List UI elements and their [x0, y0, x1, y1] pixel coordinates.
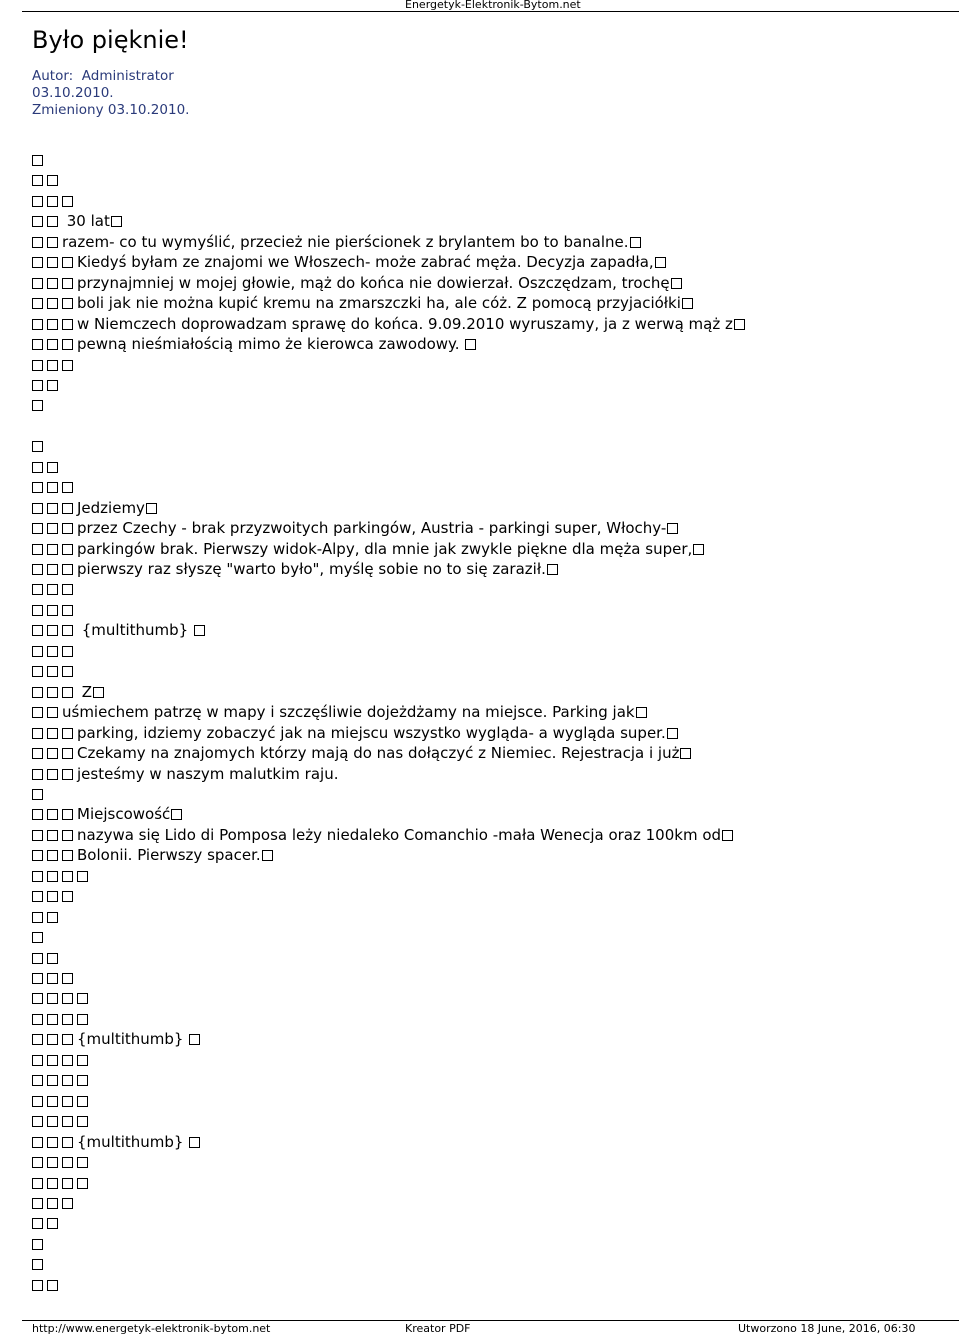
footer-created-date: Utworzono 18 June, 2016, 06:30 — [738, 1322, 916, 1335]
body-line — [32, 314, 749, 334]
missing-glyph-icon — [146, 503, 157, 514]
missing-glyph-icon — [47, 625, 58, 636]
missing-glyph-icon — [47, 850, 58, 861]
body-line — [32, 1213, 62, 1233]
missing-glyph-icon — [62, 1034, 73, 1045]
missing-glyph-icon — [32, 973, 43, 984]
missing-glyph-icon — [77, 1116, 88, 1127]
missing-glyph-icon — [77, 1055, 88, 1066]
missing-glyph-icon — [680, 748, 691, 759]
missing-glyph-icon — [77, 1075, 88, 1086]
missing-glyph-icon — [671, 278, 682, 289]
missing-glyph-icon — [47, 339, 58, 350]
missing-glyph-icon — [47, 912, 58, 923]
body-line — [32, 1275, 62, 1295]
missing-glyph-icon — [32, 503, 43, 514]
body-line — [32, 375, 62, 395]
missing-glyph-icon — [47, 175, 58, 186]
body-line — [32, 1254, 47, 1274]
body-line — [32, 1132, 204, 1152]
header-divider — [22, 11, 959, 12]
missing-glyph-icon — [47, 809, 58, 820]
missing-glyph-icon — [62, 666, 73, 677]
missing-glyph-icon — [47, 666, 58, 677]
missing-glyph-icon — [47, 1178, 58, 1189]
missing-glyph-icon — [32, 462, 43, 473]
missing-glyph-icon — [32, 993, 43, 1004]
missing-glyph-icon — [47, 216, 58, 227]
missing-glyph-icon — [47, 830, 58, 841]
missing-glyph-icon — [62, 687, 73, 698]
missing-glyph-icon — [47, 871, 58, 882]
missing-glyph-icon — [62, 1198, 73, 1209]
body-line — [32, 334, 480, 354]
missing-glyph-icon — [32, 544, 43, 555]
missing-glyph-icon — [47, 564, 58, 575]
missing-glyph-icon — [194, 625, 205, 636]
missing-glyph-icon — [47, 687, 58, 698]
missing-glyph-icon — [47, 1198, 58, 1209]
missing-glyph-icon — [47, 319, 58, 330]
missing-glyph-icon — [32, 748, 43, 759]
missing-glyph-icon — [62, 503, 73, 514]
body-line — [32, 804, 186, 824]
missing-glyph-icon — [62, 1075, 73, 1086]
missing-glyph-icon — [62, 1137, 73, 1148]
missing-glyph-icon — [32, 1034, 43, 1045]
missing-glyph-icon — [62, 891, 73, 902]
missing-glyph-icon — [189, 1137, 200, 1148]
body-line — [32, 641, 77, 661]
missing-glyph-icon — [32, 687, 43, 698]
body-line — [32, 825, 737, 845]
missing-glyph-icon — [47, 196, 58, 207]
missing-glyph-icon — [77, 1157, 88, 1168]
missing-glyph-icon — [262, 850, 273, 861]
missing-glyph-icon — [32, 216, 43, 227]
body-line-text: Bolonii. Pierwszy spacer. — [77, 846, 261, 865]
site-name: Energetyk-Elektronik-Bytom.net — [405, 0, 581, 11]
missing-glyph-icon — [32, 523, 43, 534]
body-line — [32, 232, 645, 252]
missing-glyph-icon — [47, 584, 58, 595]
missing-glyph-icon — [32, 1137, 43, 1148]
missing-glyph-icon — [47, 1034, 58, 1045]
missing-glyph-icon — [630, 237, 641, 248]
body-line — [32, 743, 695, 763]
body-line — [32, 702, 651, 722]
missing-glyph-icon — [32, 339, 43, 350]
body-line — [32, 1173, 92, 1193]
body-line — [32, 395, 47, 415]
body-line — [32, 273, 686, 293]
missing-glyph-icon — [47, 953, 58, 964]
body-line — [32, 764, 338, 784]
missing-glyph-icon — [32, 360, 43, 371]
missing-glyph-icon — [47, 707, 58, 718]
body-line — [32, 948, 62, 968]
body-line — [32, 845, 277, 865]
missing-glyph-icon — [667, 728, 678, 739]
missing-glyph-icon — [62, 625, 73, 636]
footer-kreator: Kreator PDF — [405, 1322, 471, 1335]
article-date: 03.10.2010. — [32, 85, 114, 101]
missing-glyph-icon — [171, 809, 182, 820]
missing-glyph-icon — [62, 850, 73, 861]
missing-glyph-icon — [77, 871, 88, 882]
missing-glyph-icon — [32, 482, 43, 493]
missing-glyph-icon — [32, 196, 43, 207]
body-line-text: Kiedyś byłam ze znajomi we Włoszech- może zabrać męża. Decyzja zapadła, — [77, 253, 654, 272]
missing-glyph-icon — [62, 1157, 73, 1168]
missing-glyph-icon — [32, 1055, 43, 1066]
body-line-text: razem- co tu wymyślić, przecież nie pierścionek z brylantem bo to banalne. — [62, 232, 629, 251]
body-line — [32, 539, 708, 559]
body-line — [32, 498, 161, 518]
missing-glyph-icon — [62, 298, 73, 309]
missing-glyph-icon — [47, 523, 58, 534]
body-line-text: uśmiechem patrzę w mapy i szczęśliwie dojeżdżamy na miejsce. Parking jak — [62, 703, 635, 722]
body-line — [32, 1009, 92, 1029]
body-line-text: Z — [77, 682, 93, 701]
missing-glyph-icon — [32, 789, 43, 800]
missing-glyph-icon — [47, 1116, 58, 1127]
missing-glyph-icon — [47, 544, 58, 555]
body-line-text: nazywa się Lido di Pomposa leży niedaleko Comanchio -mała Wenecja oraz 100km od — [77, 825, 722, 844]
missing-glyph-icon — [32, 400, 43, 411]
missing-glyph-icon — [32, 1198, 43, 1209]
body-line — [32, 477, 77, 497]
missing-glyph-icon — [62, 1055, 73, 1066]
missing-glyph-icon — [32, 278, 43, 289]
body-line — [32, 211, 126, 231]
missing-glyph-icon — [636, 707, 647, 718]
missing-glyph-icon — [734, 319, 745, 330]
missing-glyph-icon — [722, 830, 733, 841]
missing-glyph-icon — [62, 809, 73, 820]
body-line — [32, 784, 47, 804]
missing-glyph-icon — [32, 850, 43, 861]
body-line-text: pewną nieśmiałością mimo że kierowca zawodowy. — [77, 335, 465, 354]
body-line — [32, 600, 77, 620]
missing-glyph-icon — [62, 605, 73, 616]
missing-glyph-icon — [465, 339, 476, 350]
body-line — [32, 1029, 204, 1049]
missing-glyph-icon — [32, 1014, 43, 1025]
missing-glyph-icon — [32, 625, 43, 636]
missing-glyph-icon — [47, 503, 58, 514]
missing-glyph-icon — [547, 564, 558, 575]
missing-glyph-icon — [32, 175, 43, 186]
body-line — [32, 579, 77, 599]
body-line-text: pierwszy raz słyszę "warto było", myślę sobie no to się zaraził. — [77, 560, 546, 578]
missing-glyph-icon — [32, 830, 43, 841]
missing-glyph-icon — [62, 319, 73, 330]
body-line-text: boli jak nie można kupić kremu na zmarszczki ha, ale cóż. Z pomocą przyjaciółki — [77, 294, 681, 313]
body-line — [32, 968, 77, 988]
missing-glyph-icon — [62, 830, 73, 841]
missing-glyph-icon — [47, 993, 58, 1004]
body-line — [32, 150, 47, 170]
missing-glyph-icon — [682, 298, 693, 309]
missing-glyph-icon — [47, 973, 58, 984]
body-line — [32, 1193, 77, 1213]
missing-glyph-icon — [62, 482, 73, 493]
body-line-text: {multithumb} — [77, 1030, 189, 1049]
missing-glyph-icon — [62, 339, 73, 350]
body-line — [32, 1091, 92, 1111]
missing-glyph-icon — [62, 1178, 73, 1189]
missing-glyph-icon — [32, 953, 43, 964]
missing-glyph-icon — [62, 544, 73, 555]
missing-glyph-icon — [62, 993, 73, 1004]
missing-glyph-icon — [32, 1157, 43, 1168]
missing-glyph-icon — [32, 584, 43, 595]
missing-glyph-icon — [32, 707, 43, 718]
missing-glyph-icon — [47, 1055, 58, 1066]
body-line — [32, 620, 209, 640]
missing-glyph-icon — [32, 809, 43, 820]
body-line — [32, 1152, 92, 1172]
missing-glyph-icon — [32, 728, 43, 739]
missing-glyph-icon — [47, 769, 58, 780]
missing-glyph-icon — [47, 257, 58, 268]
missing-glyph-icon — [62, 360, 73, 371]
body-line — [32, 988, 92, 1008]
body-line-text: Miejscowość — [77, 805, 171, 824]
footer-divider — [22, 1320, 959, 1321]
missing-glyph-icon — [32, 1075, 43, 1086]
body-line — [32, 661, 77, 681]
article-meta — [32, 68, 189, 119]
missing-glyph-icon — [47, 1014, 58, 1025]
missing-glyph-icon — [77, 1014, 88, 1025]
missing-glyph-icon — [62, 646, 73, 657]
missing-glyph-icon — [93, 687, 104, 698]
missing-glyph-icon — [47, 237, 58, 248]
missing-glyph-icon — [655, 257, 666, 268]
body-line-text: Czekamy na znajomych którzy mają do nas dołączyć z Niemiec. Rejestracja i już — [77, 744, 680, 763]
missing-glyph-icon — [32, 564, 43, 575]
missing-glyph-icon — [62, 584, 73, 595]
missing-glyph-icon — [47, 1075, 58, 1086]
missing-glyph-icon — [189, 1034, 200, 1045]
missing-glyph-icon — [47, 1137, 58, 1148]
missing-glyph-icon — [62, 871, 73, 882]
missing-glyph-icon — [47, 278, 58, 289]
missing-glyph-icon — [47, 380, 58, 391]
missing-glyph-icon — [62, 278, 73, 289]
missing-glyph-icon — [47, 1096, 58, 1107]
missing-glyph-icon — [32, 237, 43, 248]
body-line-text: parking, idziemy zobaczyć jak na miejscu wszystko wygląda- a wygląda super. — [77, 723, 666, 742]
missing-glyph-icon — [32, 1116, 43, 1127]
body-line — [32, 1111, 92, 1131]
missing-glyph-icon — [32, 891, 43, 902]
missing-glyph-icon — [32, 298, 43, 309]
missing-glyph-icon — [32, 1259, 43, 1270]
missing-glyph-icon — [32, 319, 43, 330]
body-line — [32, 436, 47, 456]
body-line — [32, 866, 92, 886]
body-line — [32, 927, 47, 947]
missing-glyph-icon — [32, 155, 43, 166]
missing-glyph-icon — [62, 973, 73, 984]
body-line — [32, 170, 62, 190]
missing-glyph-icon — [32, 605, 43, 616]
body-line — [32, 1070, 92, 1090]
missing-glyph-icon — [32, 1280, 43, 1291]
missing-glyph-icon — [47, 605, 58, 616]
missing-glyph-icon — [47, 1218, 58, 1229]
missing-glyph-icon — [62, 748, 73, 759]
missing-glyph-icon — [32, 441, 43, 452]
body-line — [32, 457, 62, 477]
missing-glyph-icon — [32, 1218, 43, 1229]
missing-glyph-icon — [77, 1096, 88, 1107]
missing-glyph-icon — [62, 564, 73, 575]
missing-glyph-icon — [47, 482, 58, 493]
missing-glyph-icon — [47, 646, 58, 657]
body-line-text: {multithumb} — [77, 1132, 189, 1151]
missing-glyph-icon — [32, 1239, 43, 1250]
body-line — [32, 886, 77, 906]
article-title: Było pięknie! — [32, 26, 189, 54]
body-line — [32, 355, 77, 375]
body-line-text: {multithumb} — [77, 621, 193, 640]
body-line-text: jesteśmy w naszym malutkim raju. — [77, 764, 339, 783]
missing-glyph-icon — [47, 462, 58, 473]
missing-glyph-icon — [667, 523, 678, 534]
article-modified: Zmieniony 03.10.2010. — [32, 102, 190, 118]
article-author: Autor: Administrator — [32, 68, 174, 84]
missing-glyph-icon — [47, 1157, 58, 1168]
missing-glyph-icon — [62, 728, 73, 739]
missing-glyph-icon — [47, 360, 58, 371]
page-footer — [0, 1320, 960, 1338]
missing-glyph-icon — [47, 891, 58, 902]
missing-glyph-icon — [32, 871, 43, 882]
missing-glyph-icon — [32, 666, 43, 677]
missing-glyph-icon — [47, 298, 58, 309]
missing-glyph-icon — [32, 1178, 43, 1189]
missing-glyph-icon — [62, 523, 73, 534]
body-line — [32, 293, 697, 313]
missing-glyph-icon — [62, 1096, 73, 1107]
missing-glyph-icon — [62, 1014, 73, 1025]
missing-glyph-icon — [62, 769, 73, 780]
body-line — [32, 1050, 92, 1070]
missing-glyph-icon — [62, 257, 73, 268]
missing-glyph-icon — [111, 216, 122, 227]
missing-glyph-icon — [47, 728, 58, 739]
body-line-text: w Niemczech doprowadzam sprawę do końca. 9.09.2010 wyruszamy, ja z werwą mąż z — [77, 314, 733, 333]
missing-glyph-icon — [62, 1116, 73, 1127]
missing-glyph-icon — [77, 993, 88, 1004]
missing-glyph-icon — [32, 380, 43, 391]
missing-glyph-icon — [32, 1096, 43, 1107]
missing-glyph-icon — [47, 748, 58, 759]
body-line — [32, 1234, 47, 1254]
site-header — [0, 0, 960, 11]
body-line — [32, 723, 682, 743]
footer-url: http://www.energetyk-elektronik-bytom.net — [32, 1322, 271, 1335]
body-line — [32, 518, 682, 538]
missing-glyph-icon — [62, 196, 73, 207]
missing-glyph-icon — [32, 932, 43, 943]
missing-glyph-icon — [693, 544, 704, 555]
missing-glyph-icon — [32, 646, 43, 657]
body-line-text: Jedziemy — [77, 498, 145, 517]
missing-glyph-icon — [32, 912, 43, 923]
missing-glyph-icon — [77, 1178, 88, 1189]
body-line — [32, 682, 108, 702]
body-line — [32, 907, 62, 927]
body-line-text: parkingów brak. Pierwszy widok-Alpy, dla mnie jak zwykle piękne dla męża super, — [77, 539, 693, 558]
body-line — [32, 191, 77, 211]
missing-glyph-icon — [32, 257, 43, 268]
body-line — [32, 559, 562, 579]
body-line — [32, 252, 670, 272]
body-line-text: przez Czechy - brak przyzwoitych parkingów, Austria - parkingi super, Włochy- — [77, 519, 667, 538]
body-line-text: 30 lat — [62, 212, 110, 231]
missing-glyph-icon — [32, 769, 43, 780]
body-line-text: przynajmniej w mojej głowie, mąż do końca nie dowierzał. Oszczędzam, trochę — [77, 273, 670, 292]
missing-glyph-icon — [47, 1280, 58, 1291]
